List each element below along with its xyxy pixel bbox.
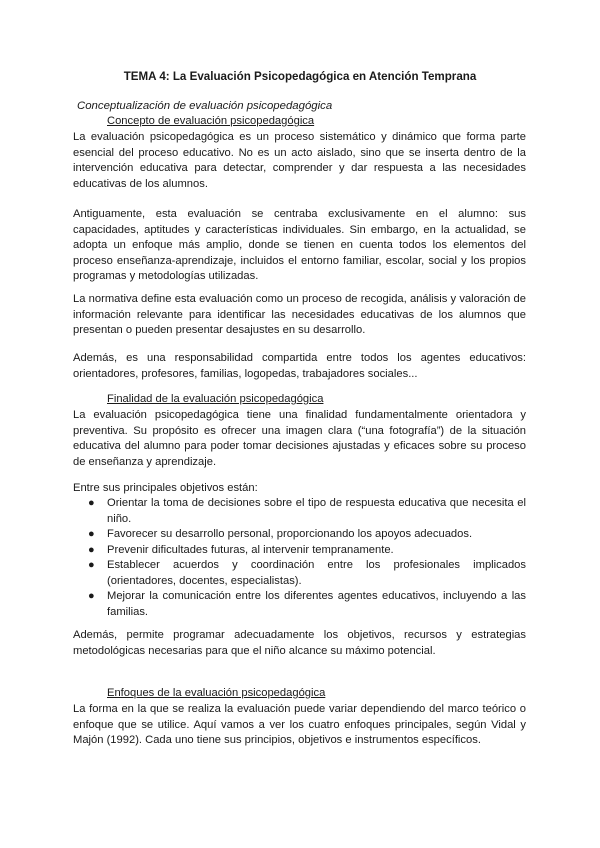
list-item	[88, 543, 526, 559]
list-item	[88, 496, 526, 527]
paragraph: La evaluación psicopedagógica tiene una finalidad fundamentalmente orientadora y preventiva. Su propósito es ofrecer una imagen clara (“una fotografía”) de la situación educativa del alumno para poder tomar decisiones ajustadas y eficaces sobre su proceso de enseñanza y aprendizaje.	[73, 409, 526, 468]
paragraph: Además, es una responsabilidad compartida entre todos los agentes educativos: orientadores, profesores, familias, logopedas, trabajadores sociales...	[73, 352, 526, 380]
paragraph: Entre sus principales objetivos están:	[73, 482, 258, 494]
subsection-heading-finalidad: Finalidad de la evaluación psicopedagógica	[107, 393, 324, 405]
paragraph: Además, permite programar adecuadamente los objetivos, recursos y estrategias metodológicas necesarias para que el niño alcance su máximo potencial.	[73, 629, 526, 657]
list-item	[88, 558, 526, 589]
list-item	[88, 589, 526, 620]
list-item-text: Mejorar la comunicación entre los diferentes agentes educativos, incluyendo a las familias.	[107, 590, 526, 618]
list-item	[88, 527, 526, 543]
paragraph: La evaluación psicopedagógica es un proceso sistemático y dinámico que forma parte esencial del proceso educativo. No es un acto aislado, sino que se inserta dentro de la intervención educativa para detectar, comprender y dar respuesta a las necesidades educativas de los alumnos.	[73, 131, 526, 190]
paragraph: Antiguamente, esta evaluación se centraba exclusivamente en el alumno: sus capacidades, aptitudes y características individuales. Sin embargo, en la actualidad, se adopta un enfoque más amplio, donde se tienen en cuenta todos los elementos del proceso enseñanza-aprendizaje, incluidos el entorno familiar, escolar, social y los propios programas y metodologías utilizadas.	[73, 208, 526, 282]
list-item-text: Favorecer su desarrollo personal, proporcionando los apoyos adecuados.	[107, 528, 473, 540]
objectives-list	[73, 496, 526, 620]
paragraph: La forma en la que se realiza la evaluación puede variar dependiendo del marco teórico o enfoque que se utilice. Aquí vamos a ver los cuatro enfoques principales, según Vidal y Majón (1992). Cada uno tiene sus principios, objetivos e instrumentos específicos.	[73, 703, 526, 746]
section-heading: Conceptualización de evaluación psicopedagógica	[77, 100, 333, 112]
bullet-icon: ●	[88, 559, 95, 571]
bullet-icon: ●	[88, 497, 95, 509]
bullet-icon: ●	[88, 528, 95, 540]
list-item-text: Orientar la toma de decisiones sobre el tipo de respuesta educativa que necesita el niño.	[107, 497, 526, 525]
list-item-text: Establecer acuerdos y coordinación entre los profesionales implicados (orientadores, docentes, especialistas).	[107, 559, 526, 587]
subsection-heading-concepto: Concepto de evaluación psicopedagógica	[107, 115, 315, 127]
bullet-icon: ●	[88, 543, 95, 556]
bullet-icon: ●	[88, 590, 95, 602]
subsection-heading-enfoques: Enfoques de la evaluación psicopedagógica	[107, 687, 326, 699]
page-title: TEMA 4: La Evaluación Psicopedagógica en Atención Temprana	[123, 70, 477, 83]
list-item-text: Prevenir dificultades futuras, al intervenir tempranamente.	[107, 543, 394, 556]
paragraph: La normativa define esta evaluación como un proceso de recogida, análisis y valoración de información relevante para identificar las necesidades educativas de los alumnos que presentan o pueden presentar desajustes en su desarrollo.	[73, 293, 526, 336]
